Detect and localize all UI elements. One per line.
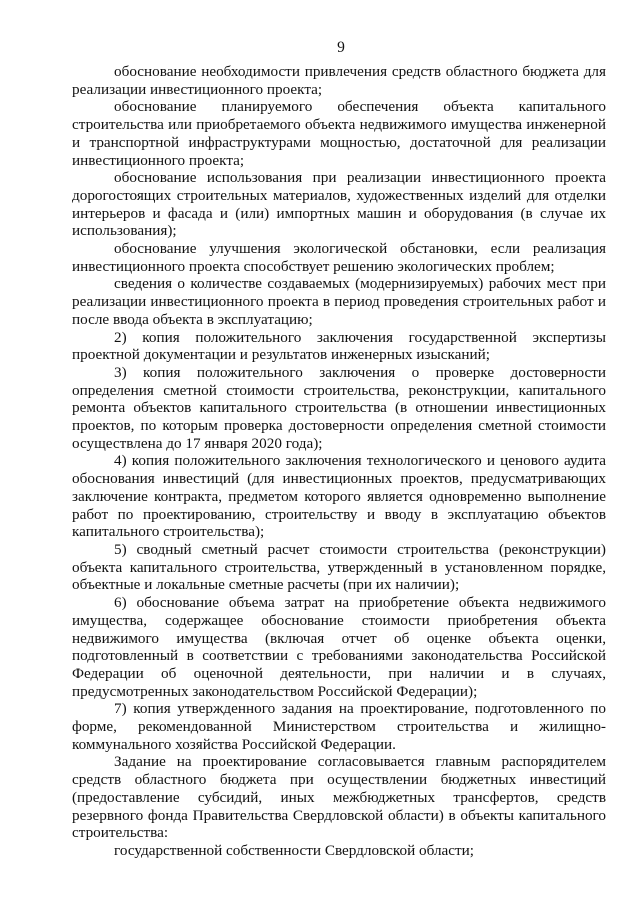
page-number: 9 <box>337 39 345 56</box>
document-body <box>72 63 606 860</box>
paragraph-funding-justification: обоснование необходимости привлечения средств областного бюджета для реализации инвестиционного проекта; <box>72 63 606 98</box>
paragraph-materials-justification: обоснование использования при реализации инвестиционного проекта дорогостоящих строительных материалов, художественных изделий для отделки интерьеров и фасада и (или) импортных машин и оборудования (в случае их использования); <box>72 169 606 240</box>
paragraph-item-7: 7) копия утвержденного задания на проектирование, подготовленного по форме, рекомендованной Министерством строительства и жилищно-коммунального хозяйства Российской Федерации. <box>72 700 606 753</box>
paragraph-item-6: 6) обоснование объема затрат на приобретение объекта недвижимого имущества, содержащее обоснование стоимости приобретения объекта недвижимого имущества (включая отчет об оценке объекта оценки, подготовленный в соответствии с требованиями законодательства Российской Федерации об оценочной деятельности, при наличии и в случаях, предусмотренных законодательством Российской Федерации); <box>72 594 606 700</box>
paragraph-jobs-info: сведения о количестве создаваемых (модернизируемых) рабочих мест при реализации инвестиционного проекта в период проведения строительных работ и после ввода объекта в эксплуатацию; <box>72 275 606 328</box>
paragraph-item-5: 5) сводный сметный расчет стоимости строительства (реконструкции) объекта капитального строительства, утвержденный в установленном порядке, объектные и локальные сметные расчеты (при их наличии); <box>72 540 606 594</box>
paragraph-ecology-justification: обоснование улучшения экологической обстановки, если реализация инвестиционного проекта способствует решению экологических проблем; <box>72 240 606 275</box>
paragraph-infrastructure-justification: обоснование планируемого обеспечения объекта капитального строительства или приобретаемого объекта недвижимого имущества инженерной и транспортной инфраструктурами мощностью, достаточной для реализации инвестиционного проекта; <box>72 98 606 169</box>
paragraph-item-4: 4) копия положительного заключения технологического и ценового аудита обоснования инвестиций (для инвестиционных проектов, предусматривающих заключение контракта, предметом которого является одновременно выполнение работ по проектированию, строительству и вводу в эксплуатацию объектов капитального строительства); <box>72 452 606 541</box>
paragraph-item-2: 2) копия положительного заключения государственной экспертизы проектной документации и результатов инженерных изысканий; <box>72 328 606 364</box>
paragraph-state-property: государственной собственности Свердловской области; <box>114 841 475 859</box>
paragraph-design-assignment: Задание на проектирование согласовывается главным распорядителем средств областного бюджета при осуществлении бюджетных инвестиций (предоставление субсидий, иных межбюджетных трансфертов, средств резервного фонда Правительства Свердловской области) в объекты капитального строительства: <box>72 753 606 842</box>
paragraph-item-3: 3) копия положительного заключения о проверке достоверности определения сметной стоимости строительства, реконструкции, капитального ремонта объектов капитального строительства (в отношении инвестиционных проектов, по которым проверка достоверности определения сметной стоимости осуществлена до 17 января 2020 года); <box>72 363 606 452</box>
